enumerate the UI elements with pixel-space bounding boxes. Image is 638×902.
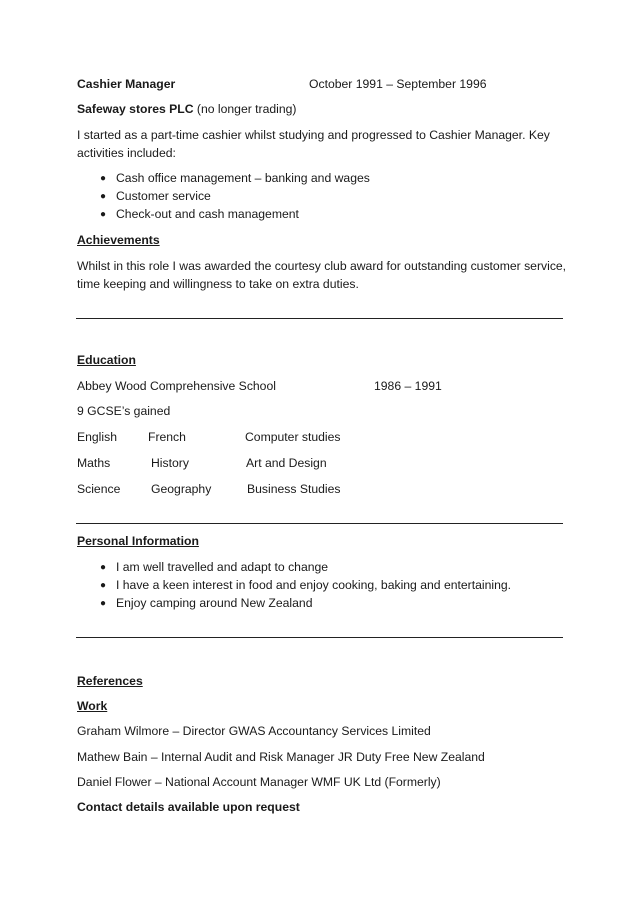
- achievements-line2: time keeping and willingness to take on extra duties.: [77, 277, 359, 291]
- references-subheading: Work: [77, 699, 108, 713]
- school-name: Abbey Wood Comprehensive School: [77, 379, 276, 393]
- section-divider: [76, 318, 563, 319]
- subject: Maths: [77, 456, 111, 470]
- subject: Geography: [151, 482, 212, 496]
- job-dates: October 1991 – September 1996: [309, 77, 487, 91]
- bullet-icon: ●: [100, 209, 107, 220]
- achievements-heading: Achievements: [77, 233, 160, 247]
- bullet-icon: ●: [100, 191, 107, 202]
- subject: Computer studies: [245, 430, 341, 444]
- subject: Science: [77, 482, 121, 496]
- subject: History: [151, 456, 189, 470]
- list-item: I am well travelled and adapt to change: [116, 560, 329, 574]
- personal-heading: Personal Information: [77, 534, 199, 548]
- list-item: Cash office management – banking and wages: [116, 171, 370, 185]
- list-item: Check-out and cash management: [116, 207, 299, 221]
- education-heading: Education: [77, 353, 136, 367]
- gcse-count: 9 GCSE’s gained: [77, 404, 171, 418]
- reference-person: Mathew Bain – Internal Audit and Risk Manager JR Duty Free New Zealand: [77, 750, 485, 764]
- section-divider: [76, 637, 563, 638]
- reference-person: Graham Wilmore – Director GWAS Accountancy Services Limited: [77, 724, 431, 738]
- bullet-icon: ●: [100, 562, 107, 573]
- reference-person: Daniel Flower – National Account Manager WMF UK Ltd (Formerly): [77, 775, 441, 789]
- subject: Art and Design: [246, 456, 327, 470]
- bullet-icon: ●: [100, 598, 107, 609]
- job-intro-line1: I started as a part-time cashier whilst studying and progressed to Cashier Manager. Key: [77, 128, 550, 142]
- list-item: Customer service: [116, 189, 211, 203]
- references-heading: References: [77, 674, 143, 688]
- subject: English: [77, 430, 117, 444]
- school-dates: 1986 – 1991: [374, 379, 442, 393]
- list-item: I have a keen interest in food and enjoy cooking, baking and entertaining.: [116, 578, 512, 592]
- subject: Business Studies: [247, 482, 341, 496]
- contact-note: Contact details available upon request: [77, 800, 300, 814]
- company-line: [77, 102, 297, 117]
- job-intro-line2: activities included:: [77, 146, 176, 160]
- company-name: Safeway stores PLC: [77, 102, 194, 116]
- company-note: (no longer trading): [196, 102, 297, 116]
- job-title: Cashier Manager: [77, 77, 176, 91]
- section-divider: [76, 523, 563, 524]
- bullet-icon: ●: [100, 580, 107, 591]
- bullet-icon: ●: [100, 173, 107, 184]
- achievements-line1: Whilst in this role I was awarded the courtesy club award for outstanding customer service,: [77, 259, 567, 273]
- list-item: Enjoy camping around New Zealand: [116, 596, 313, 610]
- subject: French: [148, 430, 186, 444]
